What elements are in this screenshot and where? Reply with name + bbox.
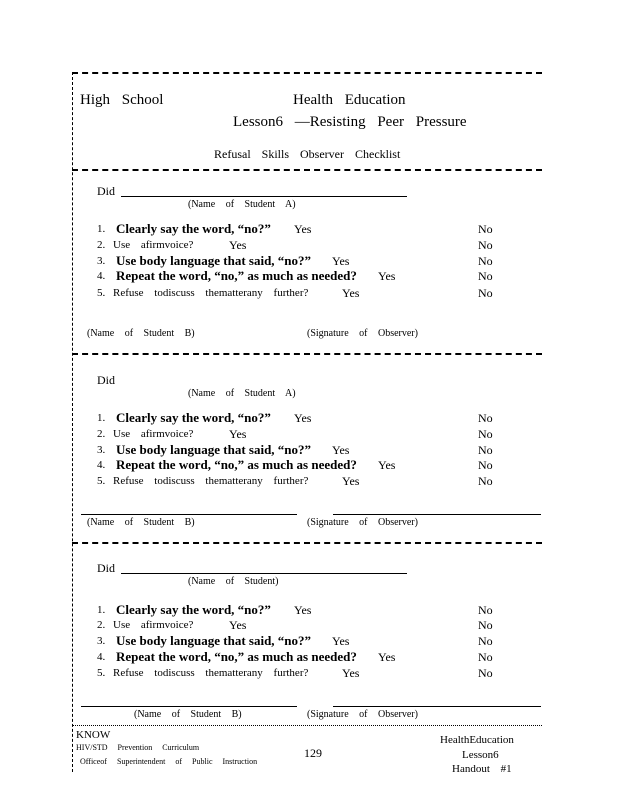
item-text: Clearly say the word, “no?” [116, 602, 271, 617]
item-text: Clearly say the word, “no?” [116, 221, 271, 236]
footer-divider [72, 725, 542, 726]
item-number: 2. [97, 619, 106, 631]
footer-right-handout: Handout #1 [452, 763, 512, 775]
footer-curriculum: HIV/STD Prevention Curriculum [76, 743, 200, 752]
item-number: 3. [97, 255, 106, 267]
no-option[interactable]: No [478, 666, 493, 680]
item-text: Repeat the word, “no,” as much as needed? [116, 268, 357, 283]
student-name-line[interactable] [121, 573, 407, 574]
yes-option[interactable]: Yes [294, 603, 312, 617]
observer-signature-caption: (Signature of Observer) [307, 517, 418, 528]
item-text: Use afirmvoice? [113, 619, 194, 631]
item-text: Clearly say the word, “no?” [116, 410, 271, 425]
item-number: 2. [97, 239, 106, 251]
yes-option[interactable]: Yes [229, 427, 247, 441]
no-option[interactable]: No [478, 427, 493, 441]
section-divider [72, 542, 542, 544]
item-number: 4. [97, 270, 106, 282]
item-text: Refuse todiscuss thematterany further? [113, 475, 309, 487]
student-a-name-line[interactable] [121, 196, 407, 197]
no-option[interactable]: No [478, 411, 493, 425]
yes-option[interactable]: Yes [332, 254, 350, 268]
did-label: Did [97, 561, 115, 575]
observer-signature-caption: (Signature of Observer) [307, 709, 418, 720]
subject: Health Education [293, 92, 406, 108]
student-a-caption: (Name of Student A) [188, 199, 296, 210]
item-text: Repeat the word, “no,” as much as needed? [116, 649, 357, 664]
footer-office: Officeof Superintendent of Public Instruction [80, 757, 258, 766]
item-number: 4. [97, 651, 106, 663]
no-option[interactable]: No [478, 474, 493, 488]
school-level: High School [80, 92, 164, 108]
item-number: 3. [97, 444, 106, 456]
yes-option[interactable]: Yes [378, 458, 396, 472]
no-option[interactable]: No [478, 443, 493, 457]
item-text: Refuse todiscuss thematterany further? [113, 667, 309, 679]
no-option[interactable]: No [478, 238, 493, 252]
item-text: Refuse todiscuss thematterany further? [113, 287, 309, 299]
item-text: Use body language that said, “no?” [116, 442, 312, 457]
footer-right-subject: HealthEducation [440, 734, 514, 746]
observer-signature-caption: (Signature of Observer) [307, 328, 418, 339]
lesson-title: Lesson6 —Resisting Peer Pressure [233, 114, 467, 130]
item-text: Use afirmvoice? [113, 428, 194, 440]
item-text: Use afirmvoice? [113, 239, 194, 251]
yes-option[interactable]: Yes [294, 222, 312, 236]
section-divider [72, 353, 542, 355]
item-number: 4. [97, 459, 106, 471]
page-number: 129 [304, 746, 322, 760]
no-option[interactable]: No [478, 634, 493, 648]
item-text: Repeat the word, “no,” as much as needed? [116, 457, 357, 472]
student-b-name-line[interactable] [81, 514, 297, 515]
yes-option[interactable]: Yes [332, 443, 350, 457]
no-option[interactable]: No [478, 603, 493, 617]
observer-signature-line[interactable] [333, 706, 541, 707]
student-b-caption: (Name of Student B) [134, 709, 242, 720]
item-number: 5. [97, 667, 106, 679]
form-title: Refusal Skills Observer Checklist [214, 147, 401, 161]
item-number: 1. [97, 223, 106, 235]
yes-option[interactable]: Yes [332, 634, 350, 648]
yes-option[interactable]: Yes [229, 618, 247, 632]
did-label: Did [97, 184, 115, 198]
did-label: Did [97, 373, 115, 387]
left-border [72, 72, 73, 772]
student-b-caption: (Name of Student B) [87, 328, 195, 339]
item-number: 2. [97, 428, 106, 440]
yes-option[interactable]: Yes [229, 238, 247, 252]
item-number: 5. [97, 475, 106, 487]
footer-right-lesson: Lesson6 [462, 749, 499, 761]
yes-option[interactable]: Yes [294, 411, 312, 425]
yes-option[interactable]: Yes [378, 269, 396, 283]
no-option[interactable]: No [478, 222, 493, 236]
no-option[interactable]: No [478, 618, 493, 632]
header-divider [72, 169, 542, 171]
student-caption: (Name of Student) [188, 576, 279, 587]
item-text: Use body language that said, “no?” [116, 633, 312, 648]
yes-option[interactable]: Yes [342, 474, 360, 488]
no-option[interactable]: No [478, 650, 493, 664]
yes-option[interactable]: Yes [342, 666, 360, 680]
item-number: 1. [97, 604, 106, 616]
no-option[interactable]: No [478, 254, 493, 268]
yes-option[interactable]: Yes [342, 286, 360, 300]
no-option[interactable]: No [478, 286, 493, 300]
student-b-caption: (Name of Student B) [87, 517, 195, 528]
item-text: Use body language that said, “no?” [116, 253, 312, 268]
item-number: 3. [97, 635, 106, 647]
yes-option[interactable]: Yes [378, 650, 396, 664]
footer-know: KNOW [76, 729, 111, 741]
no-option[interactable]: No [478, 458, 493, 472]
top-border [72, 72, 542, 74]
observer-signature-line[interactable] [333, 514, 541, 515]
no-option[interactable]: No [478, 269, 493, 283]
student-a-caption: (Name of Student A) [188, 388, 296, 399]
item-number: 5. [97, 287, 106, 299]
student-b-name-line[interactable] [81, 706, 297, 707]
item-number: 1. [97, 412, 106, 424]
